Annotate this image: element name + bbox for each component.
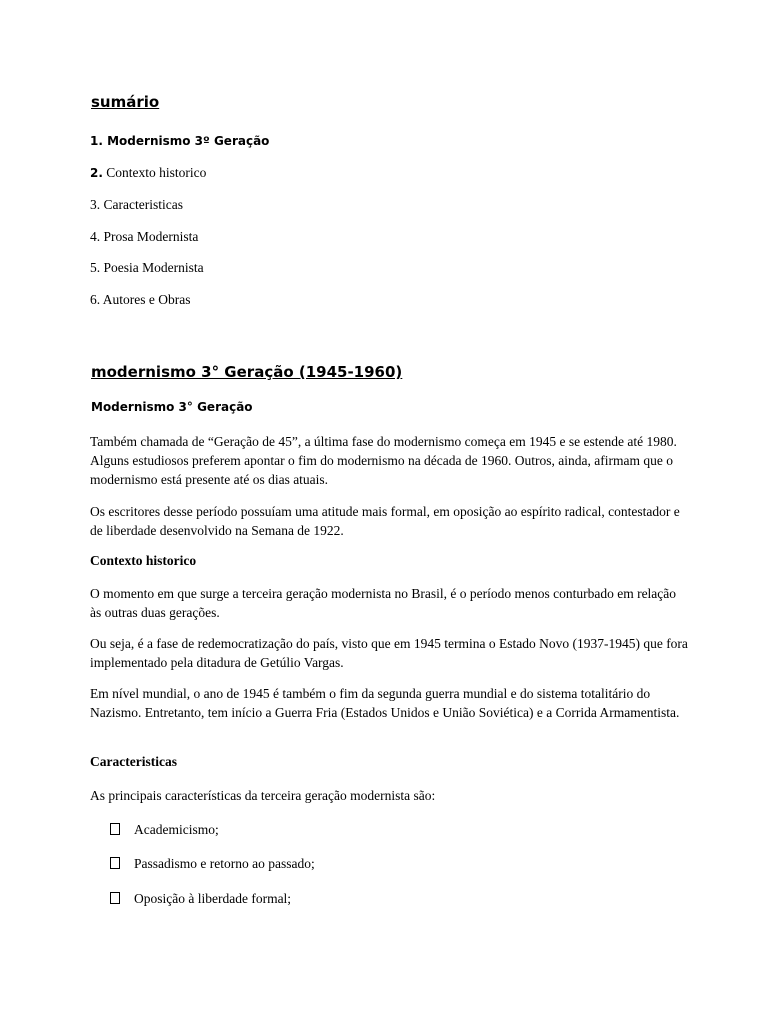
- features-intro: As principais características da terceira geração modernista são:: [90, 788, 436, 803]
- toc-item-number: 1.: [90, 134, 103, 148]
- list-item-label: Passadismo e retorno ao passado;: [134, 856, 315, 871]
- toc-item-6: 6. Autores e Obras: [90, 292, 191, 307]
- checkbox-square-icon: [110, 823, 120, 835]
- list-item-label: Academicismo;: [134, 822, 219, 837]
- list-item: [110, 820, 219, 839]
- intro-paragraph-2: Os escritores desse período possuíam uma atitude mais formal, em oposição ao espírito radical, contestador e de liberdade desenvolvido na Semana de 1922.: [90, 504, 680, 538]
- section-subheading: Modernismo 3° Geração: [91, 400, 253, 414]
- toc-item-5: 5. Poesia Modernista: [90, 260, 204, 275]
- toc-item-3: 3. Caracteristicas: [90, 197, 183, 212]
- toc-title: sumário: [91, 93, 160, 111]
- section-title: modernismo 3° Geração (1945-1960): [91, 363, 403, 381]
- intro-paragraph-1: Também chamada de “Geração de 45”, a última fase do modernismo começa em 1945 e se estende até 1980. Alguns estudiosos preferem apontar o fim do modernismo na década de 1960. Outros, ainda, afirmam que o modernismo está presente até os dias atuais.: [90, 434, 677, 487]
- toc-item-4: 4. Prosa Modernista: [90, 229, 199, 244]
- features-heading: Caracteristicas: [90, 754, 177, 769]
- toc-item-label: Modernismo 3º Geração: [107, 134, 270, 148]
- list-item: [110, 889, 291, 908]
- list-item: [110, 854, 315, 873]
- context-paragraph-1: O momento em que surge a terceira geração modernista no Brasil, é o período menos conturbado em relação às outras duas gerações.: [90, 586, 677, 620]
- context-heading: Contexto historico: [90, 553, 197, 568]
- toc-item-2: [90, 164, 206, 182]
- context-paragraph-3: Em nível mundial, o ano de 1945 é também o fim da segunda guerra mundial e do sistema totalitário do Nazismo. Entretanto, tem início a Guerra Fria (Estados Unidos e União Soviética) e a Corrida Armamentista.: [90, 686, 680, 720]
- checkbox-square-icon: [110, 857, 120, 869]
- context-paragraph-2: Ou seja, é a fase de redemocratização do país, visto que em 1945 termina o Estado Novo (1937-1945) que fora implementado pela ditadura de Getúlio Vargas.: [90, 636, 688, 670]
- toc-item-1: [90, 132, 269, 150]
- checkbox-square-icon: [110, 892, 120, 904]
- toc-item-number: 2.: [90, 166, 103, 180]
- toc-item-label: Contexto historico: [106, 165, 207, 180]
- list-item-label: Oposição à liberdade formal;: [134, 891, 292, 906]
